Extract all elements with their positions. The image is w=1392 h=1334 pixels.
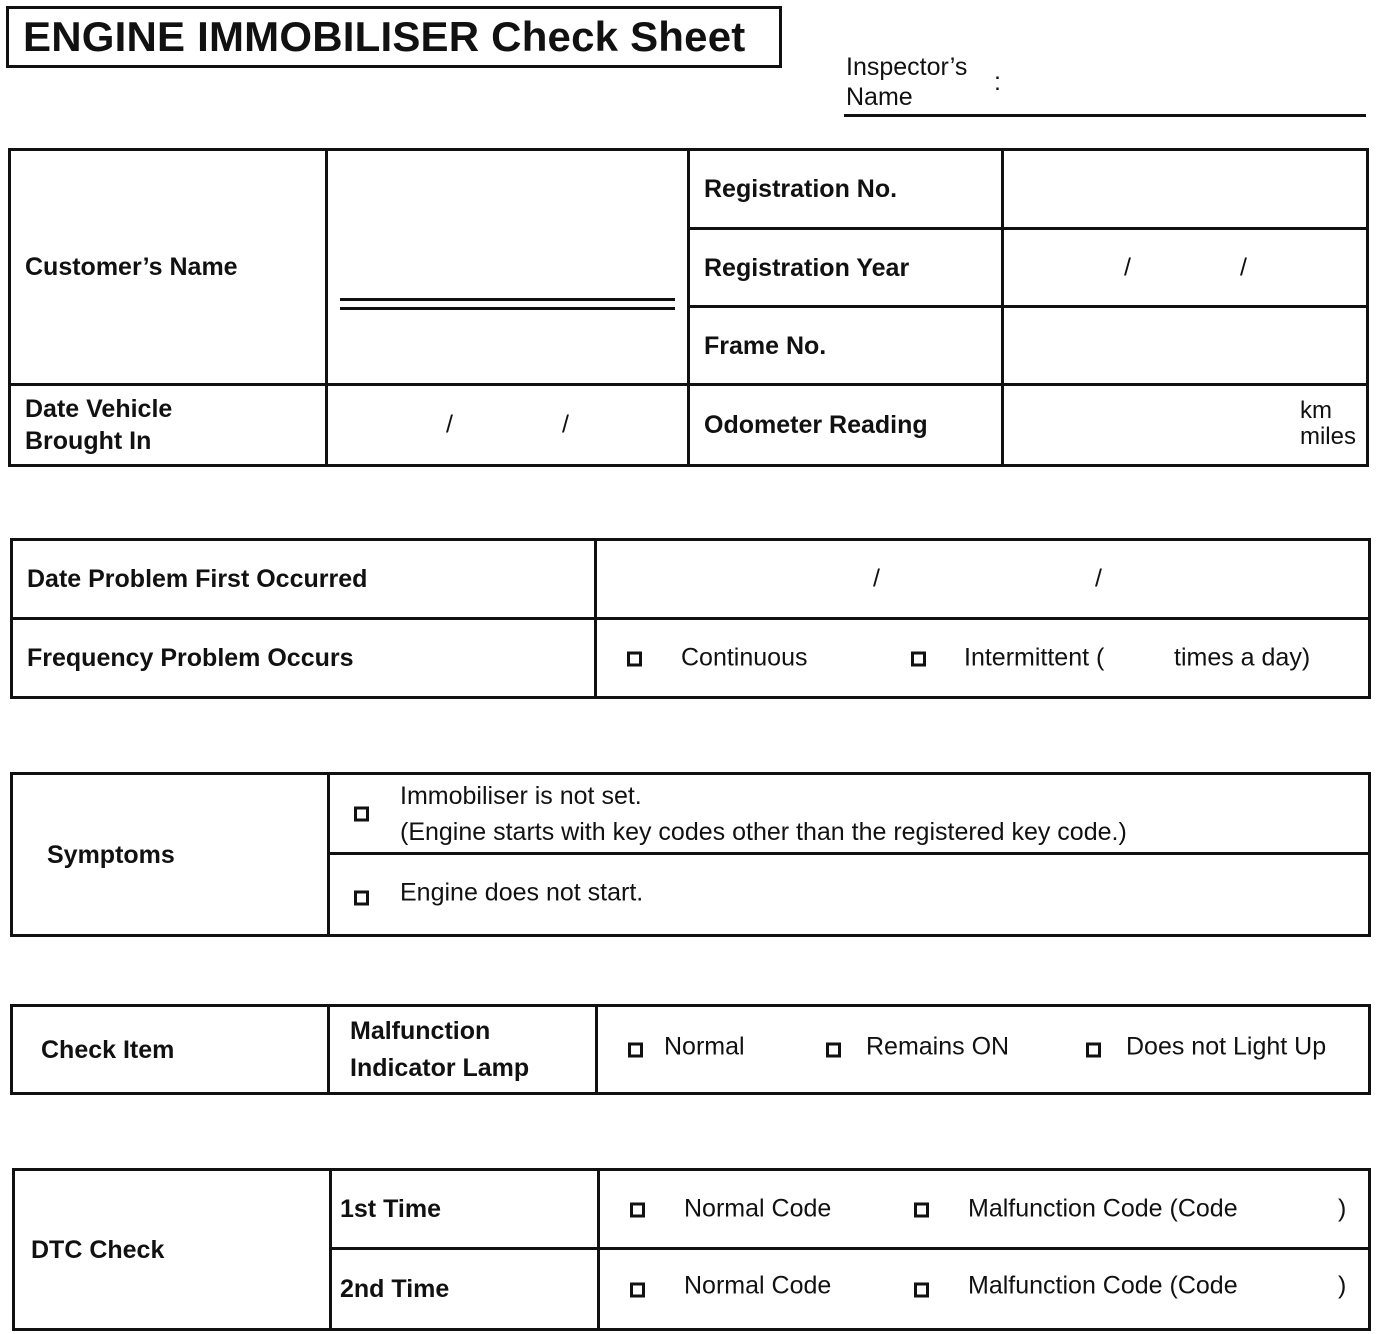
registration-year-field[interactable] — [1003, 229, 1368, 307]
unit-miles: miles — [1299, 423, 1356, 450]
symptom-option-1-line2: (Engine starts with key codes other than the registered key code.) — [400, 817, 1127, 846]
frame-no-field[interactable] — [1003, 307, 1368, 385]
option-remains-on-label: Remains ON — [866, 1032, 1010, 1061]
date-first-occurred-field[interactable] — [596, 540, 1370, 619]
customer-name-underline — [340, 298, 675, 310]
customer-name-label: Customer’s Name — [10, 150, 327, 385]
checkbox-malfunction-code-1[interactable] — [914, 1195, 929, 1224]
normal-code-label: Normal Code — [684, 1194, 832, 1223]
inspector-colon: : — [994, 68, 1001, 96]
registration-year-label: Registration Year — [689, 229, 1003, 307]
dtc-first-time-label: 1st Time — [331, 1170, 599, 1249]
checkbox-normal-code-1[interactable] — [630, 1195, 645, 1224]
odometer-field[interactable] — [1003, 385, 1368, 466]
checkbox-icon — [627, 651, 642, 666]
dtc-table — [12, 1168, 1371, 1331]
malfunction-code-label: Malfunction Code (Code — [968, 1194, 1238, 1223]
symptoms-label: Symptoms — [12, 774, 329, 936]
mil-options — [597, 1006, 1370, 1094]
dtc-second-time-options — [599, 1249, 1370, 1330]
normal-code-label: Normal Code — [684, 1271, 832, 1300]
date-separator: / — [873, 564, 880, 593]
symptom-option-1 — [329, 774, 1370, 854]
checkbox-icon — [354, 890, 369, 905]
checkbox-normal-code-2[interactable] — [630, 1275, 645, 1304]
symptom-option-1-text — [400, 778, 1127, 850]
option-normal-label: Normal — [664, 1032, 745, 1061]
checkbox-icon — [354, 807, 369, 822]
registration-no-label: Registration No. — [689, 150, 1003, 229]
date-separator: / — [446, 410, 453, 439]
checkbox-malfunction-code-2[interactable] — [914, 1275, 929, 1304]
dtc-first-time-options — [599, 1170, 1370, 1249]
inspector-label-line2: Name — [846, 83, 913, 111]
dtc-second-time-label: 2nd Time — [331, 1249, 599, 1330]
mil-label-line2: Indicator Lamp — [350, 1053, 530, 1082]
check-item-label: Check Item — [12, 1006, 329, 1094]
date-first-occurred-label: Date Problem First Occurred — [12, 540, 596, 619]
malfunction-code-label: Malfunction Code (Code — [968, 1271, 1238, 1300]
symptom-option-1-line1: Immobiliser is not set. — [400, 781, 642, 810]
odometer-units — [1300, 398, 1356, 450]
date-separator: / — [1124, 253, 1131, 281]
customer-name-field[interactable] — [327, 150, 689, 385]
date-separator: / — [1240, 253, 1247, 281]
checkbox-normal[interactable] — [628, 1035, 643, 1064]
checkbox-icon — [911, 651, 926, 666]
checkbox-remains-on[interactable] — [826, 1035, 841, 1064]
vehicle-table — [8, 148, 1369, 467]
malfunction-code-close: ) — [1338, 1194, 1347, 1223]
checkbox-icon — [914, 1282, 929, 1297]
date-brought-in-label-line2: Brought In — [25, 427, 152, 455]
checkbox-no-light[interactable] — [1086, 1035, 1101, 1064]
checkbox-icon — [630, 1282, 645, 1297]
mil-label-line1: Malfunction — [350, 1016, 491, 1045]
option-no-light-label: Does not Light Up — [1126, 1032, 1327, 1061]
unit-km: km — [1299, 397, 1332, 424]
date-separator: / — [562, 410, 569, 439]
checkbox-icon — [826, 1042, 841, 1057]
dtc-check-label: DTC Check — [14, 1170, 331, 1330]
option-continuous-label: Continuous — [681, 643, 808, 672]
symptoms-table — [10, 772, 1371, 937]
date-brought-in-label-line1: Date Vehicle — [25, 395, 173, 423]
mil-label — [329, 1006, 597, 1094]
times-a-day-label: times a day) — [1174, 643, 1311, 672]
frame-no-label: Frame No. — [689, 307, 1003, 385]
date-separator: / — [1095, 564, 1102, 593]
registration-no-field[interactable] — [1003, 150, 1368, 229]
checkbox-continuous[interactable] — [627, 644, 642, 673]
checkbox-icon — [630, 1202, 645, 1217]
problem-table — [10, 538, 1371, 699]
frequency-label: Frequency Problem Occurs — [12, 619, 596, 698]
inspector-label — [846, 52, 967, 112]
frequency-options — [596, 619, 1370, 698]
check-item-table — [10, 1004, 1371, 1095]
checkbox-engine-not-start[interactable] — [354, 883, 369, 912]
odometer-label: Odometer Reading — [689, 385, 1003, 466]
checkbox-icon — [628, 1042, 643, 1057]
symptom-option-2-text: Engine does not start. — [400, 878, 644, 907]
page-title: ENGINE IMMOBILISER Check Sheet — [23, 13, 746, 60]
symptom-option-2 — [329, 854, 1370, 936]
checkbox-intermittent[interactable] — [911, 644, 926, 673]
checkbox-immobiliser-not-set[interactable] — [354, 799, 369, 828]
title-box — [6, 6, 782, 68]
malfunction-code-close: ) — [1338, 1271, 1347, 1300]
date-brought-in-field[interactable] — [327, 385, 689, 466]
date-brought-in-label — [10, 385, 327, 466]
inspector-label-line1: Inspector’s — [846, 53, 968, 81]
checkbox-icon — [914, 1202, 929, 1217]
inspector-name-field[interactable] — [844, 114, 1366, 117]
checkbox-icon — [1086, 1042, 1101, 1057]
option-intermittent-label: Intermittent ( — [964, 643, 1105, 672]
